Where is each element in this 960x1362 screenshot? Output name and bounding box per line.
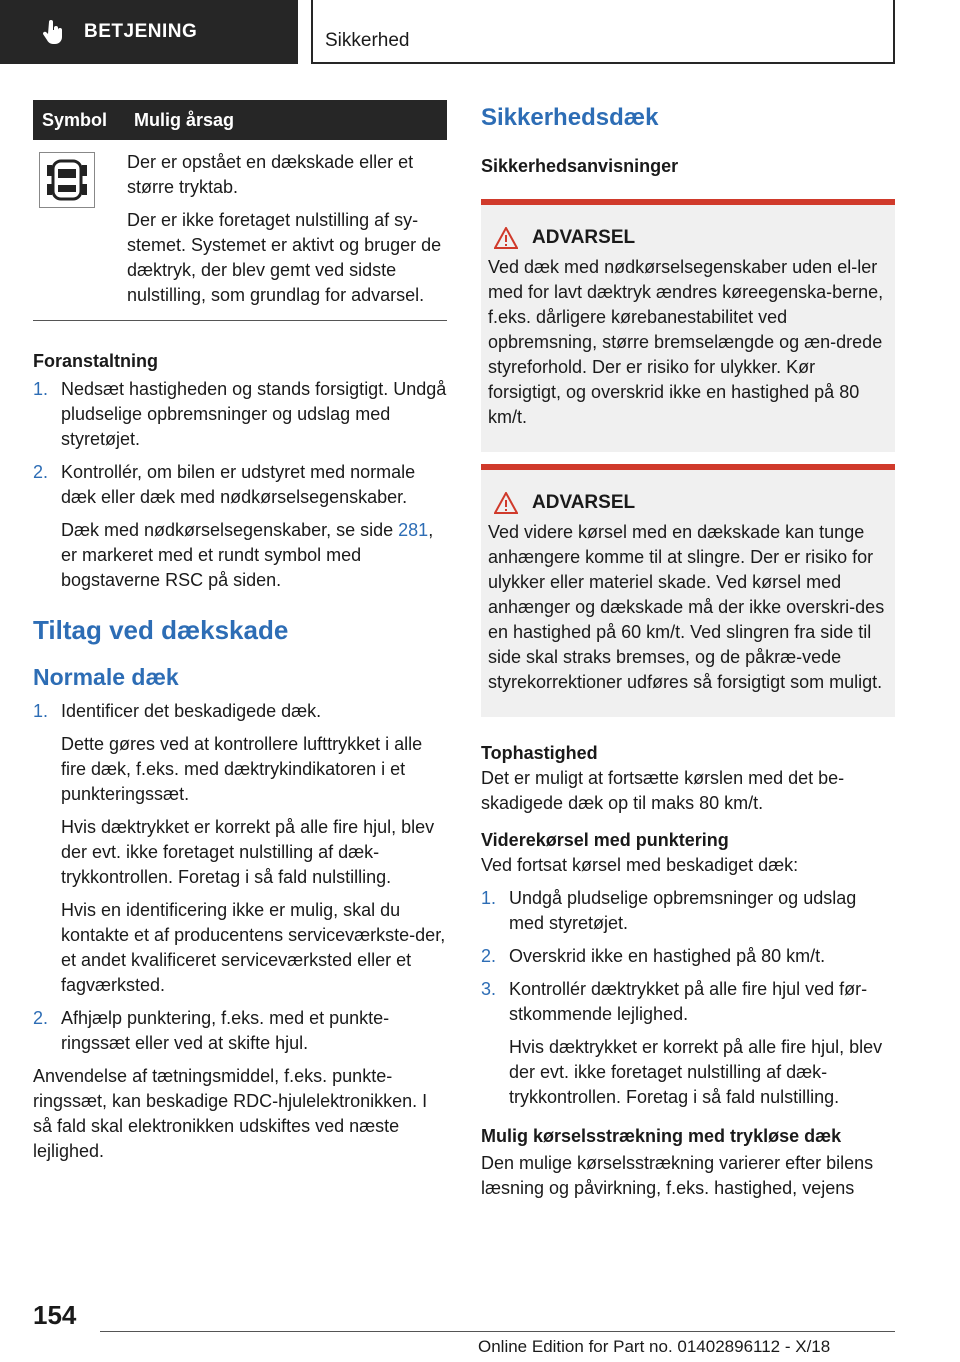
hand-pointer-icon [40,19,66,45]
page-link[interactable]: 281 [398,520,429,540]
subheading: Sikkerhedsanvisninger [481,156,679,176]
continue-heading: Viderekørsel med punktering [481,830,729,850]
section-tab[interactable] [0,0,298,64]
list-item: 2. Overskrid ikke en hastighed på 80 km/t. [481,946,826,966]
measure-heading: Foranstaltning [33,351,158,371]
list-item: 1. Undgå pludselige opbremsninger og udslag med styretøjet. [481,888,857,933]
cause-text-1: Der er opstået en dækskade eller et større tryktab. [127,152,414,197]
warning-box [481,199,895,452]
list-item: 1. Nedsæt hastigheden og stands forsigtigt. Undgå pludselige opbremsninger og udslag med styretøjet. [33,379,447,449]
top-speed-text: Det er muligt at fortsætte kørslen med det be-skadigede dæk op til maks 80 km/t. [481,768,845,813]
continue-list [481,886,895,1110]
cause-text-2: Der er ikke foretaget nulstilling af sy-stemet. Systemet er aktivt og bruger de dæktryk, der blev gemt ved sidste nulstilling, som grundlag for advarsel. [127,210,442,305]
paragraph: Anvendelse af tætningsmiddel, f.eks. punkte-ringssæt, kan beskadige RDC-hjulelektronikken. I så fald skal elektronikken udskiftes ved næste lejlighed. [33,1066,428,1161]
right-column [481,100,895,1201]
range-heading: Mulig kørselsstrækning med trykløse dæk [481,1126,842,1146]
section-heading: Sikkerhedsdæk [481,104,659,131]
section-heading: Tiltag ved dækskade [33,615,289,645]
warning-triangle-icon [494,492,518,514]
measure-list [33,377,447,593]
section-label: BETJENING [84,21,198,42]
step-list [33,699,447,1056]
list-item: 2. Afhjælp punktering, f.eks. med et punkte-ringssæt eller ved at skifte hjul. [33,1008,390,1053]
warning-box [481,464,895,717]
range-text: Den mulige kørselsstrækning varierer efter bilens læsning og påvirkning, f.eks. hastighed, vejens [481,1153,874,1198]
edition-text: Online Edition for Part no. 01402896112 - X/18 [478,1337,831,1356]
continue-intro: Ved fortsat kørsel med beskadiget dæk: [481,855,799,875]
page-number: 154 [33,1300,77,1330]
top-speed-heading: Tophastighed [481,743,598,763]
table-header-symbol: Symbol [33,100,125,140]
warning-title: ADVARSEL [532,227,636,248]
footer-divider [100,1331,895,1332]
symbol-table [33,100,447,321]
subsection-heading: Normale dæk [33,664,179,690]
table-row [33,140,447,321]
warning-text: Ved videre kørsel med en dækskade kan tunge anhængere komme til at slingre. Der er risiko for ulykker eller materiel skade. Ved kørsel med anhænger og dækskade må der ikke overskri-des en hastighed på 60 km/t. Ved slingren fra side til side skal straks bremses, og de påkræ-vede styrekorrektioner udføres så forsigtigt som muligt. [488,522,885,692]
tire-pressure-car-icon [39,152,95,208]
table-header-cause: Mulig årsag [125,100,447,140]
warning-text: Ved dæk med nødkørselsegenskaber uden el-ler med for lavt dæktryk ændres køreegenska-berne, f.eks. dårligere kørebanestabilitet ved opbremsning, større bremselængde og æn-drede styreforhold. Der er risiko for ulykker. Kør forsigtigt, og overskrid ikke en hastighed på 80 km/t. [488,257,884,427]
warning-triangle-icon [494,227,518,249]
list-item: 1. Identificer det beskadigede dæk. Dette gøres ved at kontrollere lufttrykket i alle fire dæk, f.eks. med dæktrykindikatoren i et punkteringssæt. Hvis dæktrykket er korrekt på alle fire hjul, blev der evt. ikke foretaget nulstilling af dæk-trykkontrollen. Foretag i så fald nulstilling. Hvis en identificering ikke er mulig, skal du kontakte et af producentens serviceværkste-der, et andet kvalificeret serviceværksted eller et fagværksted. [33,701,446,995]
chapter-title: Sikkerhed [311,0,895,64]
list-item: 3. Kontrollér dæktrykket på alle fire hjul ved før-stkommende lejlighed. Hvis dæktrykket er korrekt på alle fire hjul, blev der evt. ikke foretaget nulstilling af dæk-trykkontrollen. Foretag i så fald nulstilling. [481,979,883,1107]
warning-title: ADVARSEL [532,492,636,513]
list-item: 2. Kontrollér, om bilen er udstyret med normale dæk eller dæk med nødkørselsegenskaber. Dæk med nødkørselsegenskaber, se side 281, er markeret med et rundt symbol med bogstaverne RSC på siden. [33,462,434,590]
left-column [33,100,447,1164]
